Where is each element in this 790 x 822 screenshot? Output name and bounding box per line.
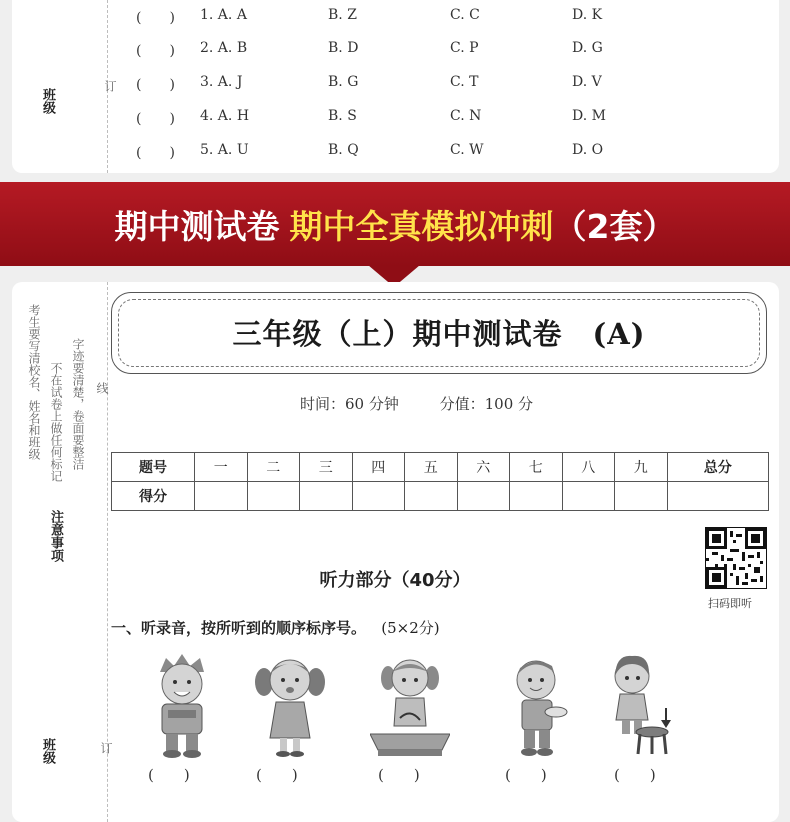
option-b: B. D xyxy=(328,40,359,56)
question-1-prompt xyxy=(111,617,440,638)
col-header: 二 xyxy=(247,453,300,482)
boy-holding-bowl-image xyxy=(498,650,578,760)
option-a: 2. A. B xyxy=(200,40,248,56)
score-table-score-row xyxy=(112,482,769,511)
col-header: 八 xyxy=(562,453,615,482)
exam-score: 分值：100 分 xyxy=(439,395,534,413)
option-b: B. S xyxy=(328,108,357,124)
answer-blank[interactable]: ( ) xyxy=(136,10,175,26)
col-header: 六 xyxy=(457,453,510,482)
girl-with-stool-drawing xyxy=(598,650,678,760)
banner-highlight: 期中全真模拟冲刺 xyxy=(289,206,554,246)
promo-banner xyxy=(0,182,790,266)
girl-with-stool-image xyxy=(598,650,678,760)
col-header: 一 xyxy=(195,453,248,482)
option-d: D. M xyxy=(572,108,606,124)
answer-blank[interactable]: ( ) xyxy=(505,766,547,784)
banner-title: 期中测试卷 xyxy=(114,206,280,246)
boy-with-backpack-drawing xyxy=(142,650,222,760)
exam-title-frame xyxy=(111,292,767,374)
boy-holding-bowl-drawing xyxy=(498,650,578,760)
score-cell[interactable] xyxy=(247,482,300,511)
listening-section-title: 听力部分（40分） xyxy=(319,570,471,591)
col-header: 三 xyxy=(300,453,353,482)
binding-line xyxy=(107,282,108,822)
option-b: B. G xyxy=(328,74,359,90)
option-a: 1. A. A xyxy=(200,7,247,23)
option-c: C. C xyxy=(450,7,480,23)
answer-blank[interactable]: ( ) xyxy=(136,77,175,93)
exam-title: 三年级（上）期中测试卷 (A) xyxy=(232,317,646,351)
question-row xyxy=(136,40,636,60)
boy-with-backpack-image xyxy=(142,650,222,760)
col-header: 九 xyxy=(615,453,668,482)
score-cell[interactable] xyxy=(562,482,615,511)
staple-label-bottom: 订 xyxy=(99,742,113,754)
score-cell[interactable] xyxy=(405,482,458,511)
question-row xyxy=(136,142,636,162)
score-table xyxy=(111,452,769,511)
option-d: D. O xyxy=(572,142,604,158)
option-c: C. W xyxy=(450,142,484,158)
score-table-header-row xyxy=(112,453,769,482)
col-header: 四 xyxy=(352,453,405,482)
score-cell[interactable] xyxy=(457,482,510,511)
class-label-top: 班级 xyxy=(40,88,55,114)
option-d: D. V xyxy=(572,74,602,90)
exam-time: 时间：60 分钟 xyxy=(300,395,399,413)
score-cell[interactable] xyxy=(195,482,248,511)
question-row xyxy=(136,7,636,27)
question-row xyxy=(136,74,636,94)
girl-pigtails-image xyxy=(250,650,330,760)
option-c: C. P xyxy=(450,40,479,56)
girl-pigtails-drawing xyxy=(250,650,330,760)
option-d: D. K xyxy=(572,7,603,23)
exam-info xyxy=(300,393,569,414)
option-d: D. G xyxy=(572,40,603,56)
class-label-bottom: 班级 xyxy=(40,738,55,764)
row-label-score: 得分 xyxy=(112,482,195,511)
answer-blank[interactable]: ( ) xyxy=(136,111,175,127)
girl-at-desk-image xyxy=(370,650,450,760)
answer-blank[interactable]: ( ) xyxy=(148,766,190,784)
girl-at-desk-drawing xyxy=(370,650,450,760)
option-a: 5. A. U xyxy=(200,142,249,158)
question-row xyxy=(136,108,636,128)
question-1-text: 一、听录音，按所听到的顺序标序号。 xyxy=(111,619,367,637)
note-1: 考生要写清校名、姓名和班级 xyxy=(27,304,41,460)
option-a: 3. A. J xyxy=(200,74,243,90)
score-cell[interactable] xyxy=(300,482,353,511)
answer-blank[interactable]: ( ) xyxy=(136,43,175,59)
col-header: 五 xyxy=(405,453,458,482)
score-cell[interactable] xyxy=(510,482,563,511)
question-1-score: (5×2分) xyxy=(381,619,440,637)
qr-caption: 扫码即听 xyxy=(708,597,752,610)
option-b: B. Q xyxy=(328,142,359,158)
option-a: 4. A. H xyxy=(200,108,250,124)
note-2: 不在试卷上做任何标记 xyxy=(49,362,63,482)
option-c: C. T xyxy=(450,74,479,90)
score-cell[interactable] xyxy=(352,482,405,511)
row-label-question: 题号 xyxy=(112,453,195,482)
score-cell[interactable] xyxy=(667,482,769,511)
score-cell[interactable] xyxy=(615,482,668,511)
col-header: 七 xyxy=(510,453,563,482)
notes-title: 注意事项 xyxy=(48,510,63,562)
answer-blank[interactable]: ( ) xyxy=(136,145,175,161)
option-b: B. Z xyxy=(328,7,357,23)
col-header-total: 总分 xyxy=(667,453,769,482)
answer-blank[interactable]: ( ) xyxy=(256,766,298,784)
banner-count: （2套） xyxy=(553,206,676,246)
answer-blank[interactable]: ( ) xyxy=(614,766,656,784)
note-3: 字迹要清楚，卷面要整洁 xyxy=(71,338,85,470)
option-c: C. N xyxy=(450,108,482,124)
answer-blank[interactable]: ( ) xyxy=(378,766,420,784)
line-label: 线 xyxy=(95,382,109,394)
staple-label-top: 订 xyxy=(103,80,117,92)
